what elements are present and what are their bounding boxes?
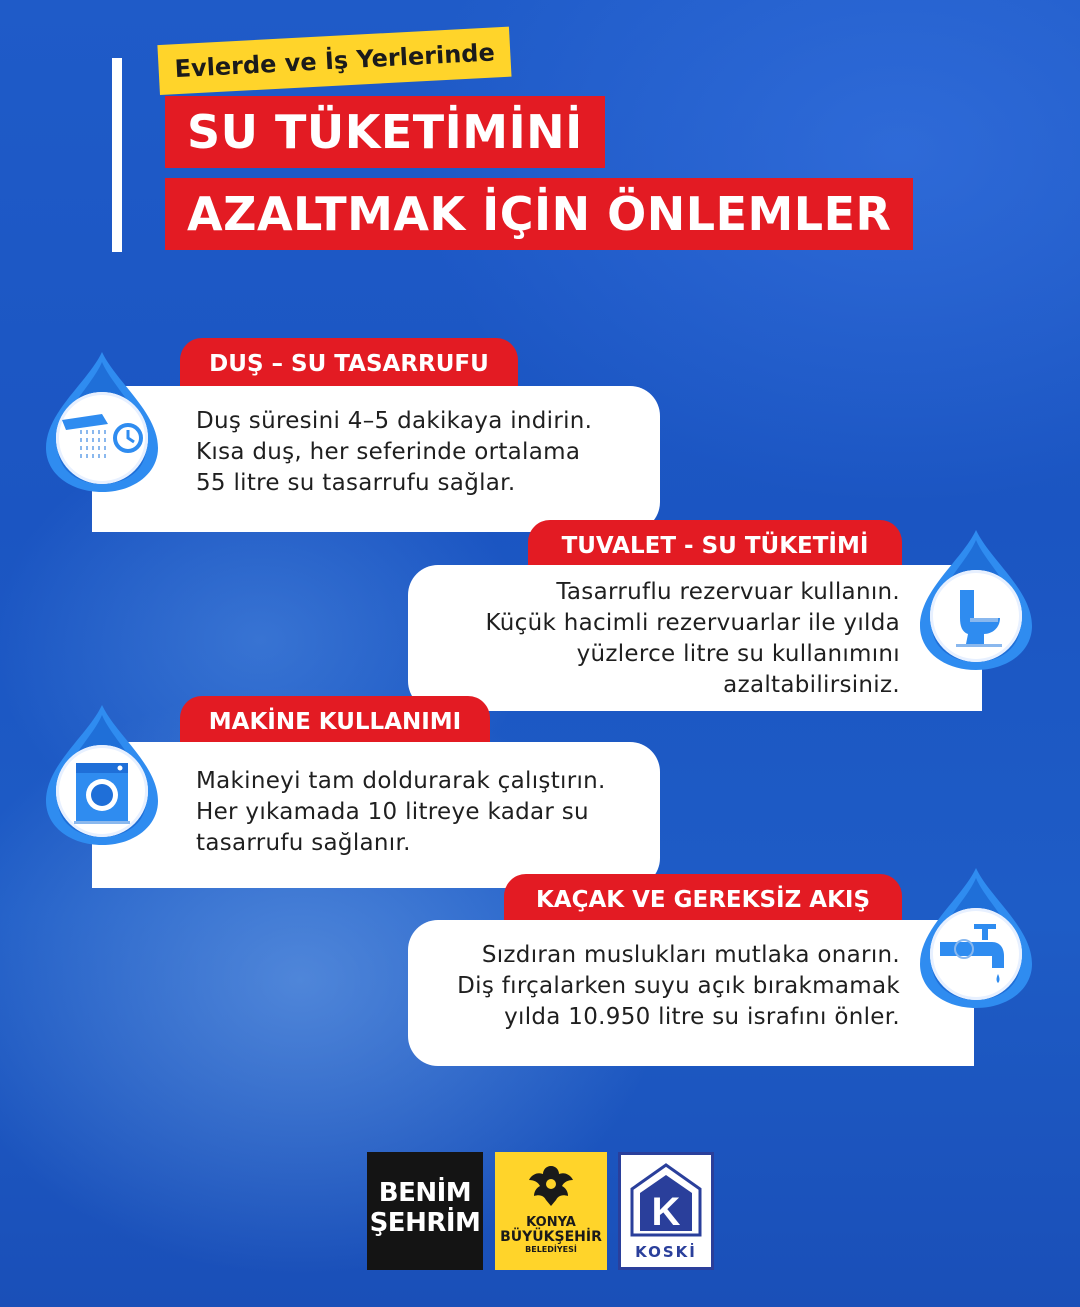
water-drop-icon xyxy=(920,868,1032,1052)
card-text-line: yılda 10.950 litre su israfını önler. xyxy=(504,1004,900,1030)
header-title-line-2: AZALTMAK İÇİN ÖNLEMLER xyxy=(165,178,913,250)
water-drop-icon xyxy=(46,705,158,889)
card-text-line: Her yıkamada 10 litreye kadar su xyxy=(196,799,589,825)
card-text-line: Duş süresini 4–5 dakikaya indirin. xyxy=(196,408,593,434)
logo-text: BÜYÜKŞEHİR xyxy=(500,1229,602,1245)
logo-text: KONYA xyxy=(526,1215,576,1230)
logo-text: ŞEHRİM xyxy=(369,1208,481,1238)
washing-machine-icon xyxy=(56,745,148,837)
card-machine xyxy=(92,742,660,888)
koski-emblem-icon xyxy=(626,1159,706,1239)
water-drop-icon xyxy=(920,530,1032,714)
water-drop-icon xyxy=(46,352,158,536)
card-leak xyxy=(408,920,974,1066)
card-text-line: Diş fırçalarken suyu açık bırakmamak xyxy=(457,973,900,999)
card-text-line: Makineyi tam doldurarak çalıştırın. xyxy=(196,768,606,794)
konya-buyuksehir-logo xyxy=(495,1152,607,1270)
card-text-line: Kısa duş, her seferinde ortalama xyxy=(196,439,581,465)
toilet-icon xyxy=(930,570,1022,662)
card-text-line: yüzlerce litre su kullanımını xyxy=(576,641,900,667)
koski-logo xyxy=(618,1152,714,1270)
card-text-line: azaltabilirsiniz. xyxy=(723,672,900,698)
header-subtitle: Evlerde ve İş Yerlerinde xyxy=(157,27,512,95)
eagle-emblem-icon xyxy=(526,1162,576,1210)
card-text-line: tasarrufu sağlanır. xyxy=(196,830,411,856)
logo-text: BENİM xyxy=(378,1178,472,1208)
card-text-line: Küçük hacimli rezervuarlar ile yılda xyxy=(485,610,900,636)
logo-text: BELEDİYESİ xyxy=(525,1245,577,1254)
card-toilet xyxy=(408,565,982,711)
card-label-toilet: TUVALET - SU TÜKETİMİ xyxy=(528,520,902,568)
card-label-machine: MAKİNE KULLANIMI xyxy=(180,696,490,744)
card-label-leak: KAÇAK VE GEREKSİZ AKIŞ xyxy=(504,874,902,922)
card-label-shower: DUŞ – SU TASARRUFU xyxy=(180,338,518,386)
faucet-icon xyxy=(930,908,1022,1000)
header-accent-bar xyxy=(112,58,122,252)
koski-letter: K xyxy=(651,1190,681,1234)
card-text-line: Tasarruflu rezervuar kullanın. xyxy=(556,579,900,605)
shower-icon xyxy=(56,392,148,484)
card-text-line: 55 litre su tasarrufu sağlar. xyxy=(196,470,516,496)
card-text-line: Sızdıran muslukları mutlaka onarın. xyxy=(481,942,900,968)
logo-text: KOSKİ xyxy=(635,1243,697,1261)
header-title-line-1: SU TÜKETİMİNİ xyxy=(165,96,605,168)
benim-sehrim-logo xyxy=(367,1152,483,1270)
card-shower xyxy=(92,386,660,532)
